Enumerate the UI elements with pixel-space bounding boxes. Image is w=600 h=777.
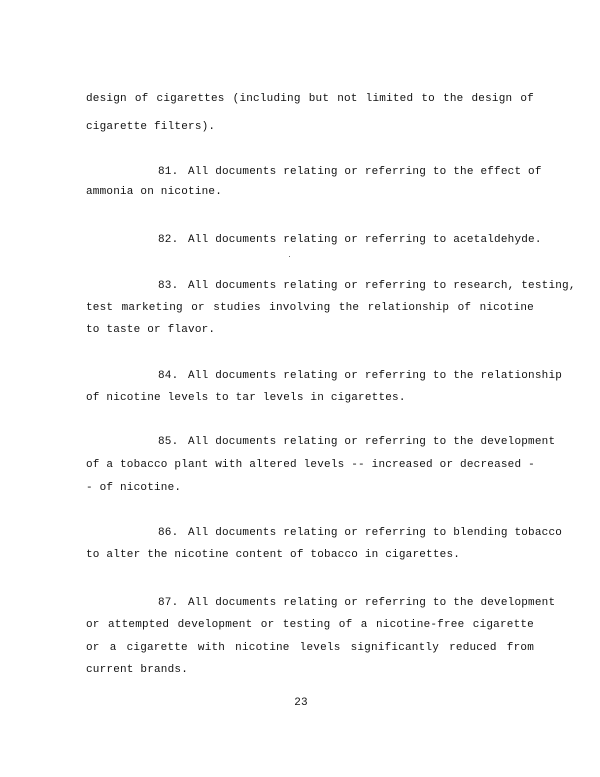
- paragraph-text: All documents relating or referring to acetaldehyde.: [188, 234, 542, 246]
- paragraph-87-line: current brands.: [86, 664, 189, 676]
- paragraph-87-first-line: [158, 596, 556, 610]
- paragraph-text: All documents relating or referring to the development: [188, 436, 556, 448]
- paragraph-84-line: of nicotine levels to tar levels in cigarettes.: [86, 392, 406, 404]
- paragraph-85-line: - of nicotine.: [86, 482, 182, 494]
- paragraph-85-first-line: [158, 435, 556, 449]
- paragraph-text: All documents relating or referring to the relationship: [188, 370, 563, 382]
- scan-speck: [289, 256, 290, 257]
- paragraph-text: All documents relating or referring to the development: [188, 597, 556, 609]
- paragraph-number: 86.: [158, 527, 179, 539]
- paragraph-number: 83.: [158, 280, 179, 292]
- intro-line-1: design of cigarettes (including but not limited to the design of: [86, 93, 534, 105]
- paragraph-number: 87.: [158, 597, 179, 609]
- page-number: 23: [294, 697, 308, 709]
- paragraph-81-first-line: [158, 165, 542, 179]
- paragraph-83-first-line: [158, 279, 576, 293]
- paragraph-87-line: or a cigarette with nicotine levels significantly reduced from: [86, 642, 534, 654]
- paragraph-81-line: ammonia on nicotine.: [86, 186, 223, 198]
- paragraph-86-first-line: [158, 526, 563, 540]
- paragraph-text: All documents relating or referring to the effect of: [188, 166, 542, 178]
- paragraph-82-first-line: [158, 233, 542, 247]
- paragraph-85-line: of a tobacco plant with altered levels -- increased or decreased -: [86, 459, 535, 471]
- paragraph-83-line: to taste or flavor.: [86, 324, 216, 336]
- paragraph-number: 85.: [158, 436, 179, 448]
- paragraph-83-line: test marketing or studies involving the relationship of nicotine: [86, 302, 534, 314]
- paragraph-number: 82.: [158, 234, 179, 246]
- paragraph-86-line: to alter the nicotine content of tobacco in cigarettes.: [86, 549, 461, 561]
- paragraph-number: 81.: [158, 166, 179, 178]
- paragraph-84-first-line: [158, 369, 563, 383]
- paragraph-text: All documents relating or referring to blending tobacco: [188, 527, 563, 539]
- paragraph-number: 84.: [158, 370, 179, 382]
- paragraph-87-line: or attempted development or testing of a nicotine-free cigarette: [86, 619, 534, 631]
- paragraph-text: All documents relating or referring to research, testing,: [188, 280, 576, 292]
- intro-line-2: cigarette filters).: [86, 121, 216, 133]
